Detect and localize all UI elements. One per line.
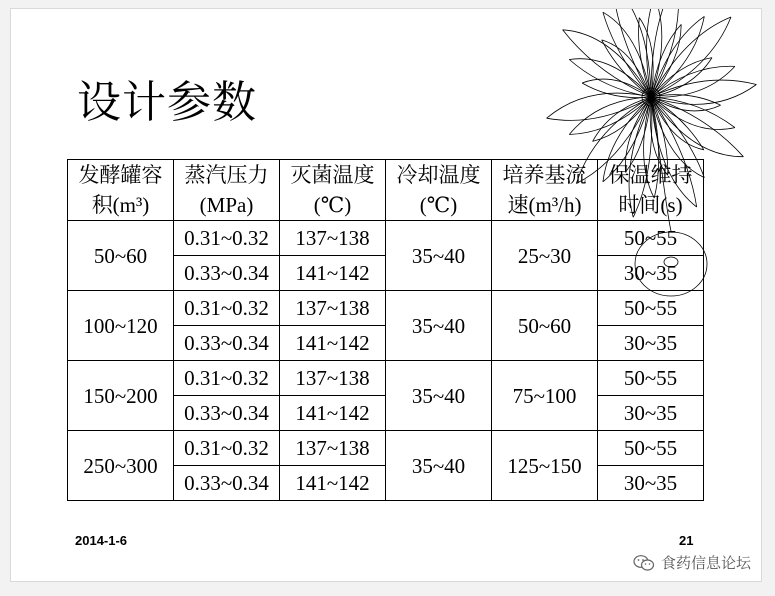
header-volume: 发酵罐容 积(m³): [68, 160, 174, 221]
cell-hold-time: 50~55: [598, 221, 704, 256]
cell-sterilization-temp: 137~138: [280, 431, 386, 466]
table-header-row: [68, 160, 704, 221]
cell-hold-time: 50~55: [598, 431, 704, 466]
cell-cooling-temp: 35~40: [386, 291, 492, 361]
cell-sterilization-temp: 141~142: [280, 466, 386, 501]
cell-flow-rate: 25~30: [492, 221, 598, 291]
cell-hold-time: 30~35: [598, 466, 704, 501]
cell-hold-time: 30~35: [598, 256, 704, 291]
header-cooling-temp: 冷却温度 (℃): [386, 160, 492, 221]
page-number: 21: [679, 533, 694, 548]
cell-flow-rate: 75~100: [492, 361, 598, 431]
cell-pressure: 0.31~0.32: [174, 431, 280, 466]
table-row: [68, 291, 704, 326]
cell-sterilization-temp: 141~142: [280, 396, 386, 431]
header-sterilization-temp: 灭菌温度 (℃): [280, 160, 386, 221]
cell-pressure: 0.33~0.34: [174, 256, 280, 291]
cell-volume: 50~60: [68, 221, 174, 291]
cell-pressure: 0.33~0.34: [174, 466, 280, 501]
table-row: [68, 361, 704, 396]
wechat-icon: [633, 554, 655, 572]
cell-flow-rate: 125~150: [492, 431, 598, 501]
cell-flow-rate: 50~60: [492, 291, 598, 361]
cell-sterilization-temp: 141~142: [280, 256, 386, 291]
watermark-text: 食药信息论坛: [660, 554, 751, 572]
cell-sterilization-temp: 137~138: [280, 221, 386, 256]
footer-date: 2014-1-6: [75, 533, 128, 548]
cell-hold-time: 30~35: [598, 396, 704, 431]
cell-pressure: 0.31~0.32: [174, 361, 280, 396]
cell-sterilization-temp: 137~138: [280, 291, 386, 326]
cell-pressure: 0.31~0.32: [174, 291, 280, 326]
watermark: [629, 552, 755, 573]
table-row: [68, 221, 704, 256]
cell-hold-time: 50~55: [598, 361, 704, 396]
cell-volume: 250~300: [68, 431, 174, 501]
table-row: [68, 431, 704, 466]
cell-pressure: 0.31~0.32: [174, 221, 280, 256]
cell-pressure: 0.33~0.34: [174, 326, 280, 361]
header-hold-time: 保温维持 时间(s): [598, 160, 704, 221]
page-title: 设计参数: [77, 77, 257, 128]
cell-sterilization-temp: 137~138: [280, 361, 386, 396]
cell-pressure: 0.33~0.34: [174, 396, 280, 431]
header-pressure: 蒸汽压力 (MPa): [174, 160, 280, 221]
cell-volume: 100~120: [68, 291, 174, 361]
slide: [10, 8, 762, 582]
header-flow-rate: 培养基流 速(m³/h): [492, 160, 598, 221]
cell-cooling-temp: 35~40: [386, 431, 492, 501]
cell-hold-time: 50~55: [598, 291, 704, 326]
cell-hold-time: 30~35: [598, 326, 704, 361]
cell-cooling-temp: 35~40: [386, 221, 492, 291]
cell-cooling-temp: 35~40: [386, 361, 492, 431]
parameters-table: [67, 159, 704, 501]
cell-volume: 150~200: [68, 361, 174, 431]
cell-sterilization-temp: 141~142: [280, 326, 386, 361]
